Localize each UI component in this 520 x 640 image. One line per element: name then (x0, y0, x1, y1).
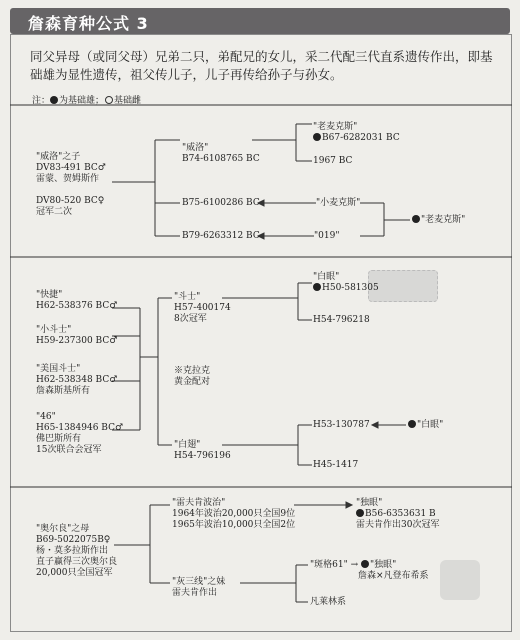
g2-f2: 黄金配对 (174, 377, 211, 387)
g2-e3: 8次冠军 (174, 314, 207, 324)
male-dot-icon (313, 133, 321, 141)
legend-male-label: 为基础雄； (59, 96, 105, 106)
g2-d2: H65-1384946 BC♂ (36, 423, 124, 433)
g3-grey-three-sister (172, 577, 225, 599)
g1-old-max (313, 122, 400, 144)
g3-e3: 詹森×凡登布希系 (358, 571, 429, 581)
g2-h53: H53-130787 (313, 420, 370, 430)
g3-e1: "斑格61" (310, 560, 348, 570)
g1-f2: B67-6282031 BC (322, 133, 400, 143)
page-title: 詹森育种公式 3 (28, 14, 149, 33)
g2-h2: H50-581305 (322, 283, 379, 293)
g1-f1: "老麦克斯" (313, 122, 358, 132)
g2-e1: "斗士" (174, 292, 201, 302)
g2-c3: 詹森斯基所有 (36, 386, 91, 396)
g3-a2: B69-5022075B♀ (36, 535, 111, 545)
g1-c2: B74-6108765 BC (182, 154, 260, 164)
g2-d4: 15次联合会冠军 (36, 445, 102, 455)
g3-c1: "灰三线"之妹 (172, 577, 226, 587)
g1-willo (182, 143, 260, 165)
g1-019: "019" (314, 231, 340, 241)
male-dot-icon (408, 420, 416, 428)
g3-e2: "独眼" (370, 560, 397, 570)
g3-b2: 1964年波治20,000只全国9位 (172, 509, 296, 519)
g2-d3: 佛巴斯所有 (36, 434, 82, 444)
g2-l: "白眼" (417, 420, 444, 430)
g2-g1: "白翅" (174, 440, 201, 450)
g3-orleans-dam (36, 524, 117, 579)
g1-a2: DV83-491 BC♂ (36, 163, 106, 173)
g2-h45: H45-1417 (313, 460, 359, 470)
g2-46 (36, 412, 123, 456)
g2-white-eye-founder (408, 420, 443, 431)
male-dot-icon (313, 283, 321, 291)
g2-b1: "小斗士" (36, 325, 72, 335)
g2-american-fighter (36, 364, 117, 397)
g2-h1: "白眼" (313, 272, 340, 282)
male-dot-icon (361, 560, 369, 568)
g1-1967: 1967 BC (313, 156, 353, 166)
g3-reef-kempo (172, 498, 295, 531)
legend-female-label: 基础雌 (114, 96, 142, 106)
g2-golden-pair (174, 366, 210, 388)
g1-little-max: "小麦克斯" (316, 198, 361, 208)
g3-spotted-61: "斑格61" → "独眼" 詹森×凡登布希系 (310, 560, 429, 581)
g1-willo-son (36, 152, 106, 185)
g3-a3: 杨・莫多拉斯作出 (36, 546, 109, 556)
g1-dam (36, 196, 104, 218)
g2-d1: "46" (36, 412, 56, 422)
g1-a1: "威洛"之子 (36, 152, 81, 162)
g3-c2: 雷夫肯作出 (172, 588, 218, 598)
corner-mark (440, 560, 480, 600)
g1-old-max-founder (412, 215, 465, 226)
g2-e2: H57-400174 (174, 303, 231, 313)
male-dot-icon (356, 509, 364, 517)
g1-b75: B75-6100286 BC (182, 198, 260, 208)
g1-b2: 冠军二次 (36, 207, 73, 217)
g3-van-line: 凡莱林系 (310, 597, 347, 607)
g3-d2: B56-6353631 B (365, 509, 436, 519)
g3-d1: "独眼" (356, 498, 383, 508)
g2-h54: H54-796218 (313, 315, 370, 325)
male-dot-icon (412, 215, 420, 223)
g3-d3: 雷夫肯作出30次冠军 (356, 520, 440, 530)
g3-one-eye (356, 498, 439, 531)
g1-b79: B79-6263312 BC (182, 231, 260, 241)
g3-a5: 20,000只全国冠军 (36, 568, 113, 578)
g2-quick (36, 290, 117, 312)
g2-little-fighter (36, 325, 117, 347)
g2-f1: ※克拉克 (174, 366, 211, 376)
g1-j: "老麦克斯" (421, 215, 466, 225)
g3-a1: "奥尔良"之母 (36, 524, 90, 534)
g2-c1: "美国斗士" (36, 364, 81, 374)
g2-g2: H54-796196 (174, 451, 231, 461)
g2-c2: H62-538348 BC♂ (36, 375, 118, 385)
g3-b1: "雷夫肯波治" (172, 498, 226, 508)
intro-text: 同父异母（或同父母）兄弟二只，弟配兄的女儿，采二代配三代直系遗传作出，即基础雄为显性遗传，祖父传儿子，儿子再传给孙子与孙女。 (30, 49, 493, 82)
g2-b2: H59-237300 BC♂ (36, 336, 118, 346)
g2-fighter (174, 292, 231, 325)
g3-b3: 1965年波治10,000只全国2位 (172, 520, 296, 530)
g2-a2: H62-538376 BC♂ (36, 301, 118, 311)
g1-c1: "威洛" (182, 143, 209, 153)
g3-a4: 直子赢得三次奥尔良 (36, 557, 118, 567)
g2-a1: "快捷" (36, 290, 63, 300)
g2-white-wing (174, 440, 231, 462)
g2-white-eye (313, 272, 379, 294)
g1-a3: 雷蒙、贺姆斯作 (36, 174, 100, 184)
g1-b1: DV80-520 BC♀ (36, 196, 105, 206)
legend-prefix: 注： (32, 96, 51, 106)
